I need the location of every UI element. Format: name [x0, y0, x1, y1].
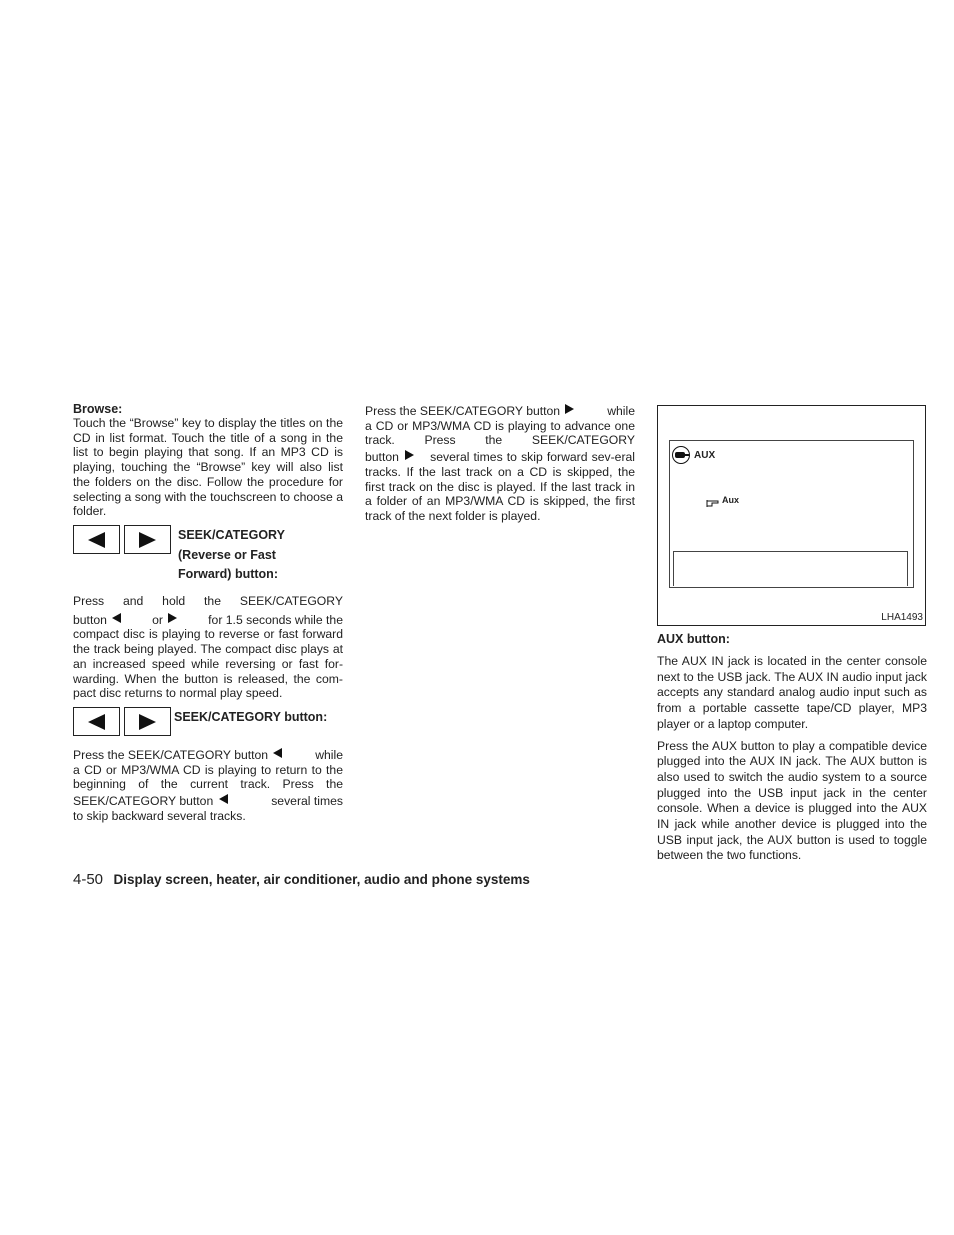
- seek-back-line1: [73, 748, 343, 763]
- text-fragment: while: [315, 748, 343, 762]
- figure-code: LHA1493: [881, 612, 923, 623]
- label-line: (Reverse or Fast: [178, 547, 276, 562]
- seek-buttons-figure-2: [73, 707, 171, 736]
- text-fragment: or: [152, 612, 163, 627]
- page-footer: [73, 871, 530, 889]
- text-fragment: Press the SEEK/CATEGORY button: [73, 748, 269, 762]
- text-fragment: SEEK/CATEGORY button: [73, 794, 214, 809]
- display-screen: [669, 440, 914, 588]
- left-column: [73, 402, 343, 519]
- seek-back-last: to skip backward several tracks.: [73, 808, 246, 823]
- page-number: 4-50: [73, 871, 104, 888]
- screen-title: AUX: [694, 450, 716, 461]
- seek-right-icon: [405, 450, 414, 460]
- seek-left-icon: [273, 748, 282, 758]
- aux-source-icon: [672, 446, 690, 464]
- section-title: Display screen, heater, air conditioner, audio and phone systems: [113, 872, 530, 887]
- aux-paragraph-1: The AUX IN jack is located in the center console next to the USB jack. The AUX IN audio input jack accepts any standard analog audio input such as from a portable cassette tape/CD player, MP3 player or a laptop computer.: [657, 654, 927, 731]
- label-line: Forward) button:: [178, 567, 278, 581]
- seek-hold-rest: compact disc is playing to reverse or fast forward the track being played. The compact disc plays at an increased speed while reversing or fast for-warding. When the button is released, the com-pact disc returns to normal play speed.: [73, 627, 343, 701]
- aux-heading: AUX button:: [657, 632, 730, 646]
- text-fragment: several times: [271, 794, 343, 809]
- seek-hold-line2: [73, 613, 343, 628]
- browse-heading: Browse:: [73, 402, 123, 416]
- seek-fwd-body: a CD or MP3/WMA CD is playing to advance one track. Press the SEEK/CATEGORY: [365, 418, 635, 448]
- seek-left-icon: [219, 794, 228, 804]
- browse-paragraph: Touch the “Browse” key to display the titles on the CD in list format. Touch the title of a song in the list to begin playing that song. If an MP3 CD is playing, touching the “Browse” key will also list the folders on the disc. Follow the procedure for selecting a song with the touchscreen to choose a folder.: [73, 416, 343, 519]
- seek-button-label: SEEK/CATEGORY button:: [174, 710, 328, 724]
- seek-buttons-figure-1: [73, 525, 171, 554]
- seek-left-icon: [112, 613, 121, 623]
- screen-bottom-panel: [673, 551, 908, 586]
- seek-forward-button-icon: [124, 525, 171, 554]
- text-fragment: while: [607, 404, 635, 418]
- seek-reverse-button-icon: [73, 525, 120, 554]
- seek-fwd-rest: [365, 450, 635, 524]
- seek-fwd-line1: [365, 404, 635, 419]
- text-fragment: for 1.5 seconds while the: [208, 612, 343, 627]
- text-fragment: several times to skip forward sev-eral tracks. If the last track on a CD is skipped, the first track on the disc is played. If the last track in a folder of an MP3/WMA CD is skipped, the first track of the next folder is played.: [365, 450, 635, 523]
- seek-back-body: a CD or MP3/WMA CD is playing to return to the beginning of the current track. Press the: [73, 762, 343, 792]
- text-fragment: button: [365, 450, 399, 465]
- text-fragment: button: [73, 612, 107, 627]
- seek-right-icon: [168, 613, 177, 623]
- seek-back-line4: [73, 794, 343, 809]
- seek-reverse-button-icon: [73, 707, 120, 736]
- seek-forward-button-icon: [124, 707, 171, 736]
- pointing-hand-icon: [706, 495, 718, 505]
- seek-hold-paragraph: [73, 594, 343, 701]
- text-fragment: Press the SEEK/CATEGORY button: [365, 404, 561, 418]
- seek-hold-line1: Press and hold the SEEK/CATEGORY: [73, 594, 343, 608]
- seek-reverse-ff-label: [178, 526, 285, 585]
- screen-item-aux: Aux: [722, 495, 740, 505]
- aux-paragraph-2: Press the AUX button to play a compatible device plugged into the AUX IN jack. The AUX button is also used to switch the audio system to a source plugged into the USB input jack in the center console. When a device is plugged into the AUX IN jack while another device is plugged into the USB input jack, the AUX button is used to toggle between the two functions.: [657, 738, 927, 863]
- middle-column: [365, 404, 635, 524]
- right-column-text: [657, 632, 927, 864]
- seek-right-icon: [565, 404, 574, 414]
- label-line: SEEK/CATEGORY: [178, 528, 285, 542]
- aux-screen-figure: [657, 405, 926, 626]
- seek-back-paragraph: [73, 748, 343, 824]
